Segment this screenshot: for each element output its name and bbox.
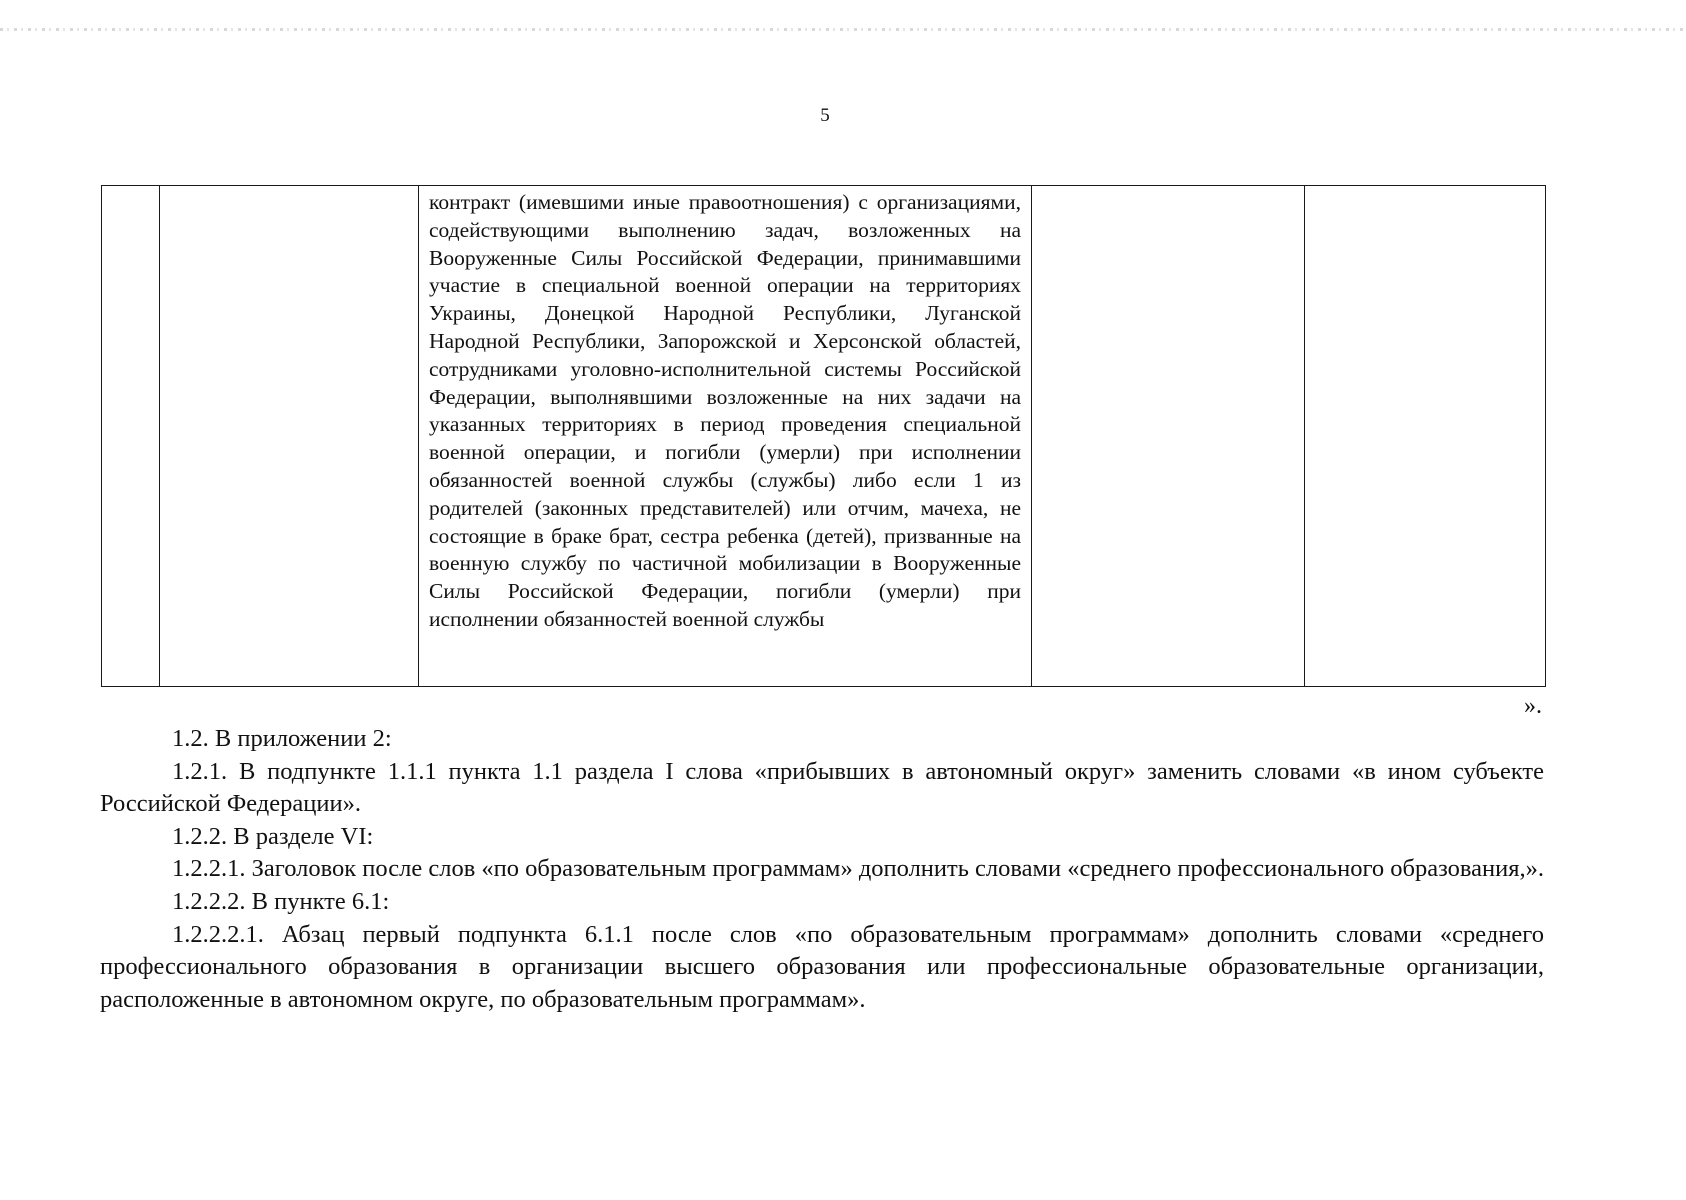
paragraph-1-2-2-2: 1.2.2.2. В пункте 6.1:	[172, 887, 390, 915]
table-cell-number	[102, 186, 160, 687]
paragraph-1-2: 1.2. В приложении 2:	[172, 725, 392, 752]
amendment-text	[100, 723, 1544, 1016]
table-cell-notes	[1305, 186, 1546, 687]
scan-edge-artifact	[0, 28, 1686, 31]
paragraph-1-2-2-1: 1.2.2.1. Заголовок после слов «по образовательным программам» дополнить словами «среднего профессионального образования,».	[172, 855, 1545, 883]
paragraph-1-2-2-2-1: 1.2.2.2.1. Абзац первый подпункта 6.1.1 после слов «по образовательным программам» дополнить словами «среднего профессионального образования в организации высшего образования или профессиональные образовательные организации, расположенные в автономном округе, по образовательным программам».	[100, 920, 1544, 1013]
table-row	[102, 186, 1546, 687]
closing-quote: ».	[1524, 693, 1542, 719]
paragraph-1-2-2: 1.2.2. В разделе VI:	[172, 822, 374, 850]
paragraph-1-2-1: 1.2.1. В подпункте 1.1.1 пункта 1.1 раздела I слова «прибывших в автономный округ» заменить словами «в ином субъекте Российской Федерации».	[100, 757, 1544, 818]
page-number: 5	[820, 105, 830, 126]
table-cell-category	[160, 186, 419, 687]
table-cell-description	[419, 186, 1032, 687]
table-cell-text: контракт (имевшими иные правоотношения) с организациями, содействующими выполнению задач, возложенных на Вооруженные Силы Российской Федерации, принимавшими участие в специальной военной операции на территориях Украины, Донецкой Народной Республики, Луганской Народной Республики, Запорожской и Херсонской областей, сотрудниками уголовно-исполнительной системы Российской Федерации, выполнявшими возложенные на них задачи на указанных территориях в период проведения специальной военной операции, и погибли (умерли) при исполнении обязанностей военной службы (службы) либо если 1 из родителей (законных представителей) или отчим, мачеха, не состоящие в браке брат, сестра ребенка (детей), призванные на военную службу по частичной мобилизации в Вооруженные Силы Российской Федерации, погибли (умерли) при исполнении обязанностей военной службы	[429, 190, 1021, 631]
table-cell-documents	[1032, 186, 1305, 687]
continuation-table	[101, 185, 1546, 687]
